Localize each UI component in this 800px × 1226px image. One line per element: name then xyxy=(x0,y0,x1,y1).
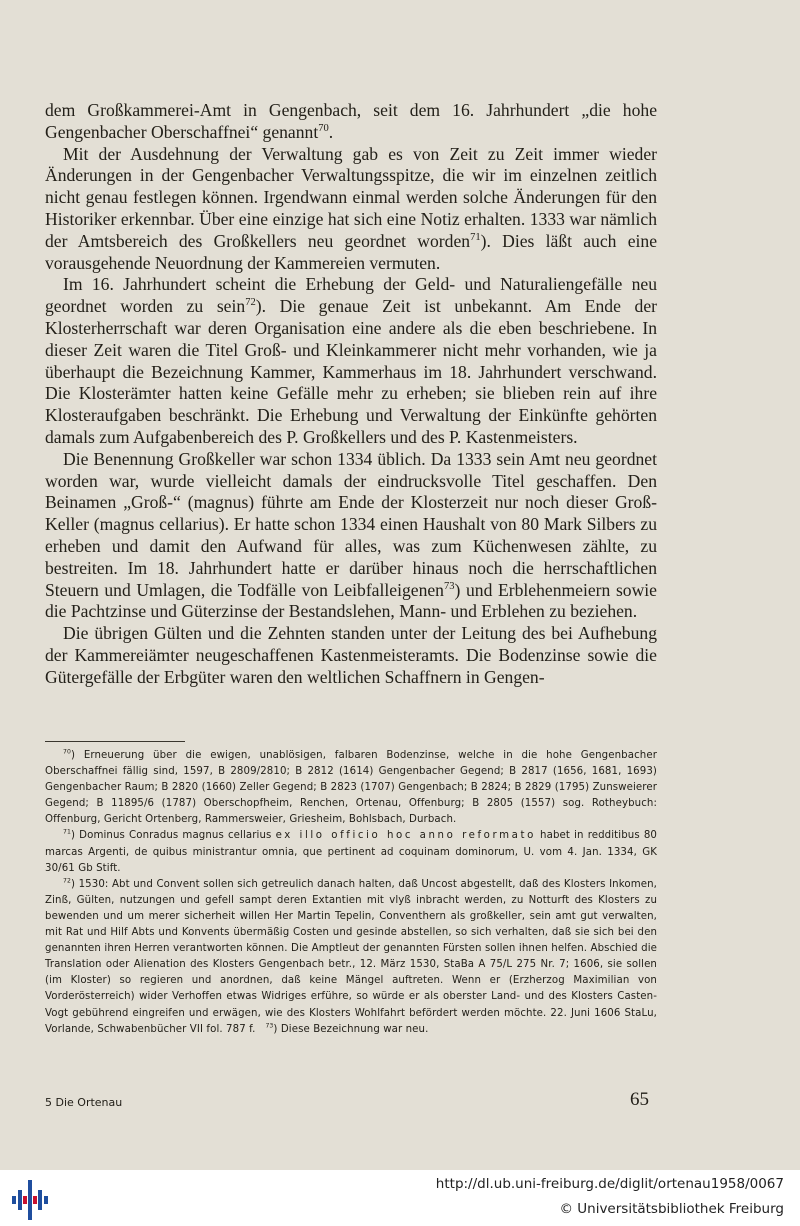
text-run: Die übrigen Gülten und die Zehnten standen unter der Leitung des bei Aufhebung der Kammereiämter neugeschaffenen Kastenmeisteramts. Die Bodenzinse sowie die Gütergefälle der Erbgüter waren den weltlichen Schaffnern in Gengen- xyxy=(45,623,657,687)
footnote-spaced-text: ex illo officio hoc anno reformato xyxy=(275,830,536,842)
signature-mark: 5 Die Ortenau xyxy=(45,1096,123,1109)
footnote-reference: 71 xyxy=(470,231,481,243)
copyright-notice: © Universitätsbibliothek Freiburg xyxy=(559,1201,784,1217)
footnote-text: ) 1530: Abt und Convent sollen sich getreulich danach halten, daß Uncost abgestellt, daß des Klosters Inkomen, Zinß, Gülten, nutzungen und gefell sampt deren Extantien mit vlyß inbracht werden, zu Notturft des Klosters zu bewenden und um merer sicherheit willen Her Martin Tepelin, Conventhern als großkeller, sein amt gut verwalten, mit Rat und Hilf Abts und Konvents übermäßig Costen und gesinde abstellen, so sich verhalten, daß sie sich bei den genannten ihren Herren verantworten können. Die Amptleut der genannten Fürsten sollen ihnen helfen. Abschied die Translation oder Alienation des Klosters Gengenbach betr., 12. März 1530, StaBa A 75/L 275 Nr. 7; 1606, sie sollen (im Kloster) so regieren und anordnen, daß keine Mängel auftreten. Wenn er (Erzherzog Maximilian von Vorderösterreich) wider Verhoffen etwas Widriges erführe, so würde er als oberster Land- und des Klosters Casten-Vogt gebührend eingreifen und erwägen, wie des Klosters Wohlfahrt befördert werden möchte. 22. Juni 1606 StaLu, Vorlande, Schwabenbücher VII fol. 787 f. xyxy=(45,878,657,1035)
main-text xyxy=(45,100,657,689)
footnote-marker: 70 xyxy=(63,748,71,756)
footnote-reference: 73 xyxy=(443,580,455,592)
footnote-marker: 72 xyxy=(63,877,71,885)
paragraph xyxy=(45,274,657,448)
text-run: Im 16. Jahrhundert scheint die Erhebung der Geld- und Naturaliengefälle neu geordnet worden zu sein xyxy=(45,274,657,317)
footnote-72 xyxy=(45,877,657,1038)
paragraph xyxy=(45,100,657,144)
footnote-70 xyxy=(45,748,657,828)
footnote-text: ) Erneuerung über die ewigen, unablösigen, falbaren Bodenzinse, welche in die hohe Gengenbacher Oberschaffnei fällig sind, 1597, B 2809/2810; B 2812 (1614) Gengenbacher Gegend; B 2817 (1656, 1681, 1693) Gengenbacher Raum; B 2820 (1660) Zeller Gegend; B 2823 (1707) Gengenbach; B 2824; B 2829 (1795) Zunsweierer Gegend; B 11895/6 (1787) Oberschopfheim, Renchen, Ortenau, Offenburg; B 2805 (1557) sog. Rotheybuch: Offenburg, Gericht Ortenberg, Rammersweier, Griesheim, Bohlsbach, Durbach. xyxy=(45,750,657,826)
footnote-text: ) Diese Bezeichnung war neu. xyxy=(273,1023,429,1035)
text-run: ) und Erblehenmeiern sowie die Pachtzinse und Güterzinse der Bestandslehen, Mann- und Erblehen zu beziehen. xyxy=(45,579,657,622)
paragraph xyxy=(45,623,657,688)
text-run: Mit der Ausdehnung der Verwaltung gab es von Zeit zu Zeit immer wieder Änderungen in der Gengenbacher Verwaltungsspitze, die wir im einzelnen zeitlich nicht genau festlegen können. Irgendwann einmal werden solche Änderungen für den Historiker erkennbar. Über eine einzige hat sich eine Notiz erhalten. 1333 war nämlich der Amtsbereich des Großkellers neu geordnet worden xyxy=(45,143,657,251)
footnote-divider xyxy=(45,741,185,742)
footnote-71 xyxy=(45,828,657,876)
footnote-reference: 72 xyxy=(245,297,256,309)
footnote-text: ) Dominus Conradus magnus cellarius xyxy=(70,830,272,842)
text-run: ). Die genaue Zeit ist unbekannt. Am Ende der Klosterherrschaft war deren Organisation eine andere als die eben beschriebene. In dieser Zeit waren die Titel Groß- und Kleinkammerer nicht mehr vorhanden, wie ja überhaupt die Bezeichnung Kammer, Kammerhaus im 18. Jahrhundert verschwand. Die Klosterämter hatten keine Gefälle mehr zu erheben; sie blieben rein auf ihre Klosteraufgaben beschränkt. Die Erhebung und Verwaltung der Einkünfte gehörten damals zum Aufgabenbereich des P. Großkellers und des P. Kastenmeisters. xyxy=(45,296,657,447)
footnote-marker: 71 xyxy=(63,829,71,837)
text-run: dem Großkammerei-Amt in Gengenbach, seit dem 16. Jahrhundert „die hohe Gengenbacher Oberschaffnei“ genannt xyxy=(45,100,657,142)
text-run: Die Benennung Großkeller war schon 1334 üblich. Da 1333 sein Amt neu geordnet worden war, wurde vielleicht damals der eindrucksvolle Titel geschaffen. Den Beinamen „Groß-“ (magnus) führte am Ende der Klosterzeit nur noch dieser Groß-Keller (magnus cellarius). Er hatte schon 1334 einen Haushalt von 80 Mark Silbers zu erheben und damit den Aufwand für alles, was zum Küchenwesen zählte, zu bestreiten. Im 18. Jahrhundert hatte er darüber hinaus noch die herrschaftlichen Steuern und Umlagen, die Todfälle von Leibfalleigenen xyxy=(45,448,657,600)
paragraph xyxy=(45,144,657,275)
footnotes xyxy=(45,748,657,1038)
footnote-reference: 70 xyxy=(318,122,329,134)
paragraph xyxy=(45,449,657,623)
permalink-link[interactable]: http://dl.ub.uni-freiburg.de/diglit/ortenau1958/0067 xyxy=(435,1176,784,1192)
text-run: ). Dies läßt auch eine vorausgehende Neuordnung der Kammereien vermuten. xyxy=(45,230,657,273)
page-number: 65 xyxy=(630,1089,649,1110)
footnote-text: habet in redditibus 80 marcas Argenti, de quibus ministrantur omnia, que pertinent ad coquinam dominorum, U. vom 4. Jan. 1334, GK 30/61 Gb Stift. xyxy=(45,830,658,874)
ub-freiburg-logo-icon xyxy=(12,1178,48,1222)
footnote-marker: 73 xyxy=(265,1022,274,1030)
text-run: . xyxy=(328,121,334,142)
